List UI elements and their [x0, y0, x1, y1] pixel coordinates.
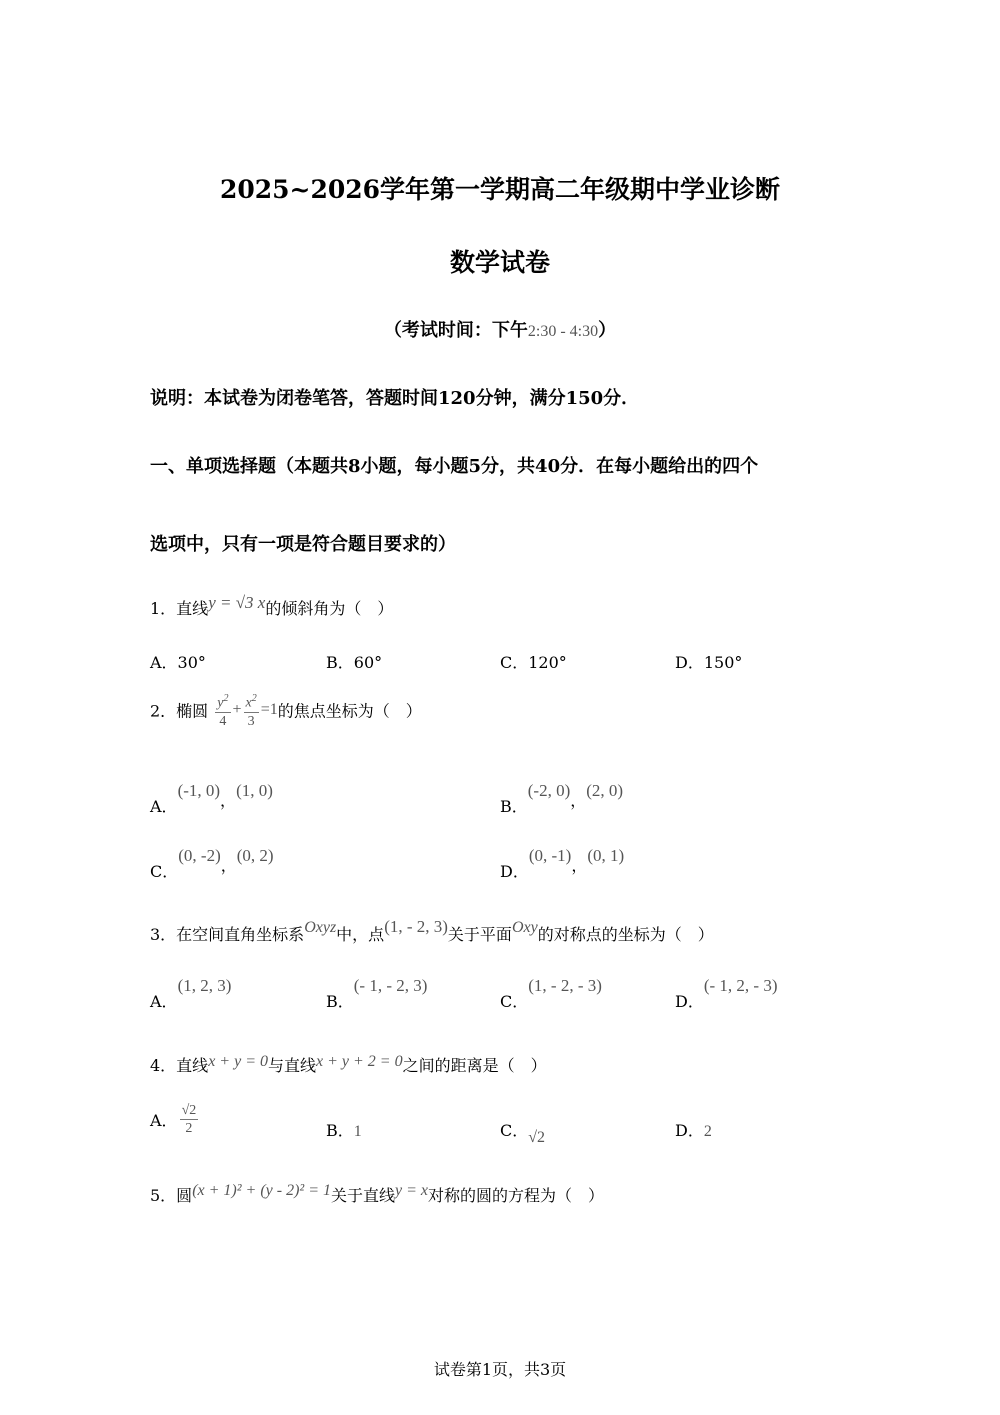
q3-option-d[interactable]: D．(- 1, 2, - 3): [675, 976, 778, 1011]
q1-math: y = √3 x: [208, 593, 266, 612]
q1-prefix: 1．直线: [150, 599, 209, 618]
q2-suffix: 的焦点坐标为（ ）: [277, 701, 422, 721]
q3-option-c[interactable]: C．(1, - 2, - 3): [500, 976, 602, 1011]
q3-option-b[interactable]: B．(- 1, - 2, 3): [326, 976, 428, 1011]
q2-option-d[interactable]: D．(0, -1)，(0, 1): [500, 846, 625, 881]
q4-option-a-fraction: $\frac{√2}{2}$: [181, 1103, 197, 1136]
exam-time: [0, 316, 1000, 342]
q4-option-d[interactable]: D．2: [675, 1121, 712, 1140]
q5-suffix: 对称的圆的方程为（ ）: [428, 1186, 605, 1205]
q2-fraction-x: $\frac{x^2}{3}$: [244, 690, 259, 730]
exam-time-prefix: （考试时间：下午: [383, 320, 528, 341]
q2-option-b[interactable]: B．(-2, 0)，(2, 0): [500, 781, 624, 816]
q2-prefix: 2．椭圆: [150, 701, 209, 721]
question-1: [150, 593, 394, 619]
q3-system: Oxyz: [304, 919, 337, 936]
q1-option-b[interactable]: B．60°: [326, 653, 383, 672]
question-3: [150, 917, 714, 945]
exam-time-suffix: ）: [598, 320, 617, 341]
instructions: 说明：本试卷为闭卷笔答，答题时间120分钟，满分150分．: [150, 388, 640, 409]
q2-fraction-y: $\frac{y^2}{4}$: [215, 690, 230, 730]
question-2: 2．椭圆 $\frac{y^2}{4}$ + $\frac{x^2}{3}$ =1的焦点坐标为（ ）: [150, 690, 422, 730]
q3-point: (1, - 2, 3): [384, 917, 448, 936]
q4-line1: x + y = 0: [208, 1053, 268, 1070]
q3-plane: Oxy: [511, 919, 538, 936]
q1-suffix: 的倾斜角为（ ）: [265, 599, 394, 618]
q4-suffix: 之间的距离是（ ）: [402, 1056, 547, 1075]
q5-line: y = x: [395, 1182, 429, 1199]
exam-title: 2025~2026学年第一学期高二年级期中学业诊断: [219, 175, 781, 204]
q2-option-c[interactable]: C．(0, -2)，(0, 2): [150, 846, 274, 881]
q3-suffix: 的对称点的坐标为（ ）: [537, 925, 714, 944]
q5-mid: 关于直线: [331, 1186, 396, 1205]
q4-option-a[interactable]: A． $\frac{√2}{2}$: [150, 1103, 197, 1136]
question-4: [150, 1053, 547, 1076]
exam-subtitle: 数学试卷: [449, 248, 550, 277]
q5-circle-eq: (x + 1)² + (y - 2)² = 1: [192, 1182, 332, 1199]
q3-prefix: 3．在空间直角坐标系: [150, 925, 305, 944]
q3-mid2: 关于平面: [447, 925, 512, 944]
section1-heading-line1: 一、单项选择题（本题共8小题，每小题5分，共40分．在每小题给出的四个: [150, 456, 759, 477]
q3-option-a[interactable]: A．(1, 2, 3): [150, 976, 232, 1011]
q1-option-a[interactable]: A．30°: [150, 653, 206, 672]
section1-heading-line2: 选项中，只有一项是符合题目要求的）: [150, 534, 456, 555]
q1-option-c[interactable]: C．120°: [500, 653, 567, 672]
q1-option-d[interactable]: D．150°: [675, 653, 743, 672]
exam-time-value: 2:30 - 4:30: [527, 323, 599, 340]
question-5: [150, 1183, 604, 1206]
q3-mid1: 中，点: [336, 925, 385, 944]
q4-mid: 与直线: [267, 1056, 316, 1075]
q4-line2: x + y + 2 = 0: [316, 1053, 403, 1070]
page-footer: 试卷第1页，共3页: [433, 1360, 567, 1379]
q4-option-b[interactable]: B．1: [326, 1121, 362, 1140]
q5-prefix: 5．圆: [150, 1186, 193, 1205]
q2-option-a[interactable]: A．(-1, 0)，(1, 0): [150, 781, 273, 816]
q4-option-c[interactable]: C．√2: [500, 1121, 546, 1146]
q4-prefix: 4．直线: [150, 1056, 209, 1075]
